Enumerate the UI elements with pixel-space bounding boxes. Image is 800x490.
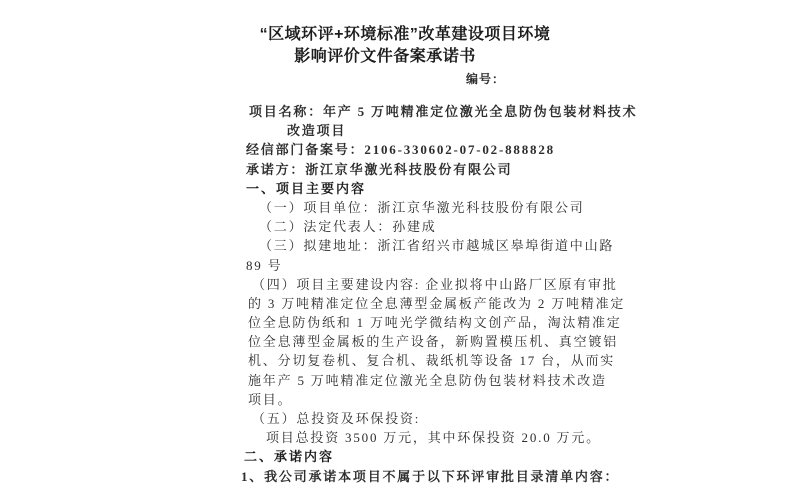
commitment-item1: 1、我公司承诺本项目不属于以下环评审批目录清单内容： [241, 468, 620, 484]
item4-content-line4: 位全息薄型金属板的生产设备，新购置模压机、真空镀铝 [248, 334, 619, 350]
item1-project-unit: （一）项目单位：浙江京华激光科技股份有限公司 [259, 199, 585, 215]
item3-address-wrap: 89 号 [246, 257, 283, 273]
document-number-label: 编号： [466, 72, 506, 86]
section2-heading: 二、承诺内容 [244, 449, 335, 465]
item4-content-line2: 的 3 万吨精准定位全息薄型金属板产能改为 2 万吨精准定 [248, 295, 626, 311]
item2-legal-representative: （二）法定代表人：孙建成 [259, 219, 437, 235]
item4-construction-content: （四）项目主要建设内容: 企业拟将中山路厂区原有审批 [252, 276, 618, 292]
item3-proposed-address: （三）拟建地址：浙江省绍兴市越城区皋埠街道中山路 [259, 238, 615, 254]
field-project-name-wrap: 改造项目 [287, 123, 347, 139]
field-project-name: 项目名称：年产 5 万吨精准定位激光全息防伪包装材料技术 [249, 104, 638, 119]
field-record-number: 经信部门备案号：2106-330602-07-02-888828 [246, 142, 555, 158]
item4-content-line5: 机、分切复卷机、复合机、裁纸机等设备 17 台，从而实 [248, 353, 616, 369]
item4-content-line7: 项目。 [248, 391, 293, 407]
item5-investment-detail: 项目总投资 3500 万元，其中环保投资 20.0 万元。 [266, 430, 601, 446]
document-body [241, 102, 638, 486]
item5-investment-heading: （五）总投资及环保投资: [252, 411, 421, 426]
document-title-line1: “区域环评+环境标准”改革建设项目环境 [259, 26, 551, 43]
document-title [250, 24, 560, 68]
item4-content-line6: 施年产 5 万吨精准定位激光全息防伪包装材料技术改造 [248, 372, 607, 388]
document-title-line2: 影响评价文件备案承诺书 [294, 48, 476, 65]
field-promisor: 承诺方：浙江京华激光科技股份有限公司 [246, 161, 513, 177]
section1-heading: 一、项目主要内容 [246, 180, 367, 196]
item4-content-line3: 位全息防伪纸和 1 万吨光学微结构文创产品，淘汰精准定 [248, 315, 622, 331]
